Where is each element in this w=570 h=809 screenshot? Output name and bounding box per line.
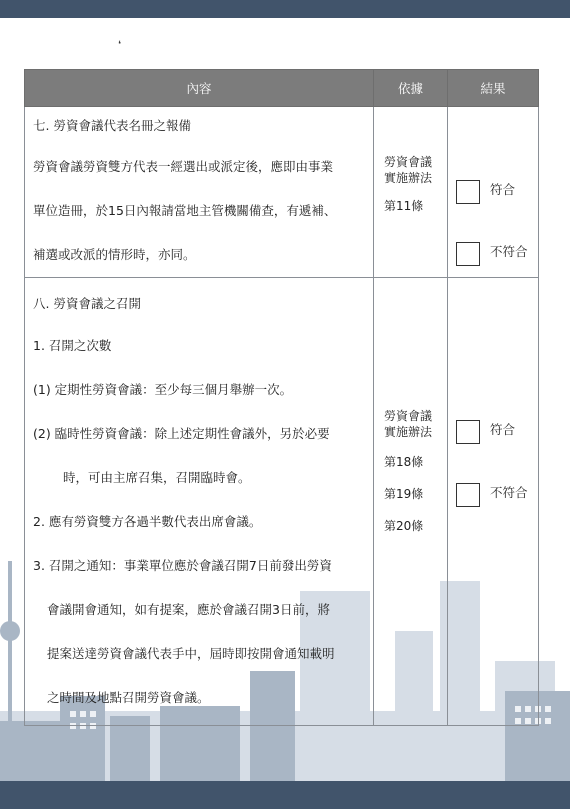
result-cell: [448, 107, 539, 278]
bottom-decorative-band: [0, 781, 570, 809]
noncomply-checkbox[interactable]: [456, 483, 480, 507]
content-line: 3. 召開之通知：事業單位應於會議召開7日前發出勞資: [33, 558, 332, 573]
basis-cell: [374, 278, 448, 726]
top-decorative-band: [0, 0, 570, 18]
content-line: 單位造冊，於15日內報請當地主管機關備查，有遞補、: [33, 203, 337, 218]
header-content: 內容: [25, 70, 374, 107]
noncomply-label: 不符合: [490, 244, 528, 259]
content-line: 2. 應有勞資雙方各過半數代表出席會議。: [33, 514, 262, 529]
content-line: 提案送達勞資會議代表手中，屆時即按開會通知載明: [47, 646, 335, 661]
section-title: 八. 勞資會議之召開: [33, 296, 141, 311]
noncomply-label: 不符合: [490, 485, 528, 500]
option-comply[interactable]: [456, 420, 515, 444]
basis-line: 實施辦法: [384, 425, 433, 439]
comply-checkbox[interactable]: [456, 180, 480, 204]
section-title: 七. 勞資會議代表名冊之報備: [33, 118, 191, 133]
basis-line: 勞資會議: [384, 409, 433, 423]
print-speck: ❛: [118, 40, 121, 50]
content-line: (2) 臨時性勞資會議：除上述定期性會議外，另於必要: [33, 426, 330, 441]
basis-line: 第20條: [384, 519, 424, 533]
header-result: 結果: [448, 70, 539, 107]
content-line: 之時間及地點召開勞資會議。: [47, 690, 210, 705]
option-comply[interactable]: [456, 180, 515, 204]
checklist-table: [24, 69, 539, 726]
content-line: (1) 定期性勞資會議：至少每三個月舉辦一次。: [33, 382, 293, 397]
option-noncomply[interactable]: [456, 242, 528, 266]
comply-label: 符合: [490, 422, 516, 437]
content-line: 會議開會通知，如有提案，應於會議召開3日前，將: [47, 602, 330, 617]
content-line: 補選或改派的情形時，亦同。: [33, 247, 196, 262]
header-basis: 依據: [374, 70, 448, 107]
basis-line: 勞資會議: [384, 155, 433, 169]
option-noncomply[interactable]: [456, 483, 528, 507]
basis-line: 第18條: [384, 455, 424, 469]
content-cell: [25, 278, 374, 726]
result-cell: [448, 278, 539, 726]
content-line: 勞資會議勞資雙方代表一經選出或派定後，應即由事業: [33, 159, 334, 174]
table-row: [25, 107, 539, 278]
content-cell: [25, 107, 374, 278]
content-line: 1. 召開之次數: [33, 338, 112, 353]
basis-line: 第11條: [384, 199, 424, 213]
basis-line: 第19條: [384, 487, 424, 501]
comply-checkbox[interactable]: [456, 420, 480, 444]
table-row: [25, 278, 539, 726]
content-line: 時，可由主席召集，召開臨時會。: [63, 470, 251, 485]
basis-line: 實施辦法: [384, 171, 433, 185]
basis-cell: [374, 107, 448, 278]
noncomply-checkbox[interactable]: [456, 242, 480, 266]
comply-label: 符合: [490, 182, 516, 197]
table-header-row: [25, 70, 539, 107]
